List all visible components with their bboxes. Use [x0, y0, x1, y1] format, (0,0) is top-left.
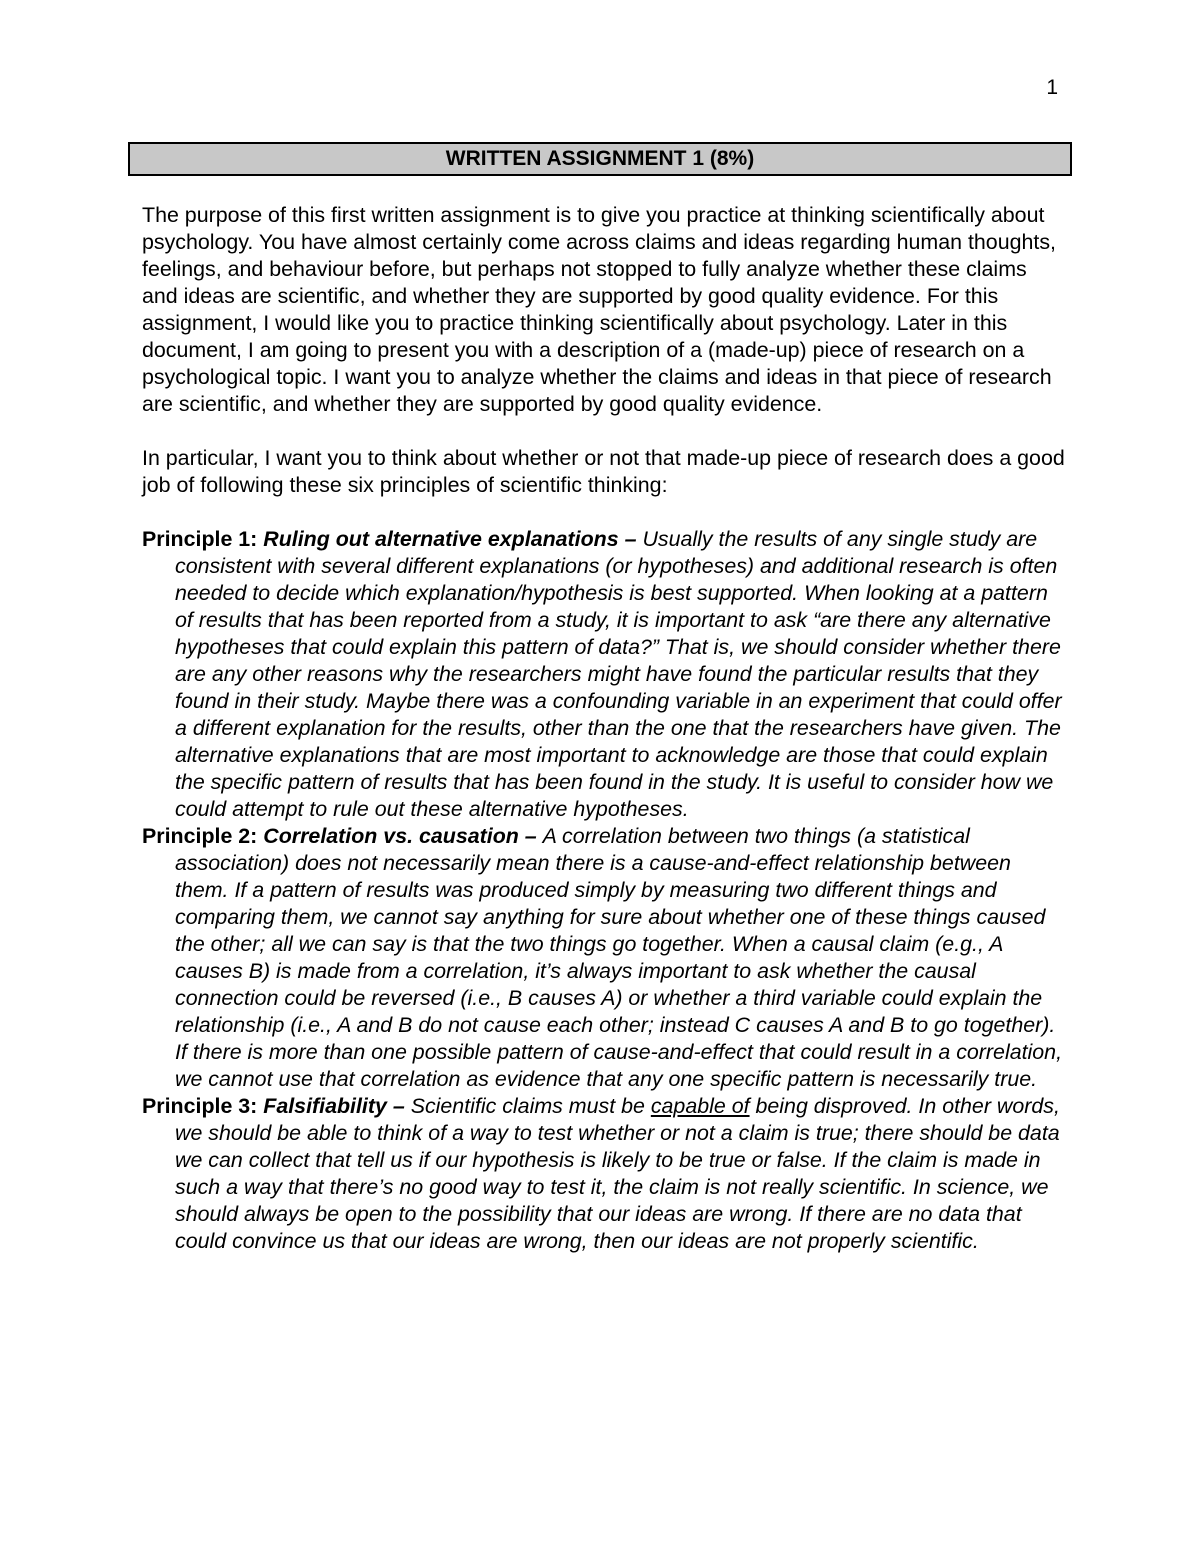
document-body [142, 202, 1066, 1255]
principle-label: Principle 1: [142, 527, 258, 551]
page-title: WRITTEN ASSIGNMENT 1 (8%) [445, 147, 755, 170]
principle-label: Principle 3: [142, 1094, 258, 1118]
principle-3 [142, 1093, 1066, 1255]
intro-paragraph-principles: In particular, I want you to think about whether or not that made-up piece of research does a good job of following these six principles of scientific thinking: [142, 446, 1065, 497]
principle-text: Usually the results of any single study are consistent with several different explanations (or hypotheses) and additional research is often needed to decide which explanation/hypothesis is best supported. When looking at a pattern of results that has been reported from a study, it is important to ask “are there any alternative hypotheses that could explain this pattern of data?” That is, we should consider whether there are any other reasons why the researchers might have found the particular results that they found in their study. Maybe there was a confounding variable in an experiment that could offer a different explanation for the results, other than the one that the researchers have given. The alternative explanations that are most important to acknowledge are those that could explain the specific pattern of results that has been found in the study. It is useful to consider how we could attempt to rule out these alternative hypotheses. [175, 527, 1062, 821]
principle-text-underlined: capable of [650, 1094, 750, 1118]
principle-1 [142, 526, 1066, 823]
title-box [128, 142, 1072, 176]
principle-text-after: being disproved. In other words, we should be able to think of a way to test whether or not a claim is true; there should be data we can collect that tell us if our hypothesis is likely to be true or false. If the claim is made in such a way that there’s no good way to test it, the claim is not really scientific. In science, we should always be open to the possibility that our ideas are wrong. If there are no data that could convince us that our ideas are wrong, then our ideas are not properly scientific. [175, 1094, 1060, 1253]
principle-label: Principle 2: [142, 824, 258, 848]
intro-paragraph-purpose: The purpose of this first written assignment is to give you practice at thinking scientifically about psychology. You have almost certainly come across claims and ideas regarding human thoughts, feelings, and behaviour before, but perhaps not stopped to fully analyze whether these claims and ideas are scientific, and whether they are supported by good quality evidence. For this assignment, I would like you to practice thinking scientifically about psychology. Later in this document, I am going to present you with a description of a (made-up) piece of research on a psychological topic. I want you to analyze whether the claims and ideas in that piece of research are scientific, and whether they are supported by good quality evidence. [142, 203, 1056, 416]
principle-name: Falsifiability – [263, 1094, 405, 1118]
principle-name: Ruling out alternative explanations – [263, 527, 637, 551]
principle-text: A correlation between two things (a statistical association) does not necessarily mean there is a cause-and-effect relationship between them. If a pattern of results was produced simply by measuring two different things and comparing them, we cannot say anything for sure about whether one of these things caused the other; all we can say is that the two things go together. When a causal claim (e.g., A causes B) is made from a correlation, it’s always important to ask whether the causal connection could be reversed (i.e., B causes A) or whether a third variable could explain the relationship (i.e., A and B do not cause each other; instead C causes A and B to go together). If there is more than one possible pattern of cause-and-effect that could result in a correlation, we cannot use that correlation as evidence that any one specific pattern is necessarily true. [175, 824, 1063, 1091]
principles-list [142, 526, 1066, 1255]
page-number: 1 [1046, 76, 1058, 99]
principle-2 [142, 823, 1066, 1093]
principle-text-before: Scientific claims must be [410, 1094, 645, 1118]
principle-name: Correlation vs. causation – [263, 824, 537, 848]
